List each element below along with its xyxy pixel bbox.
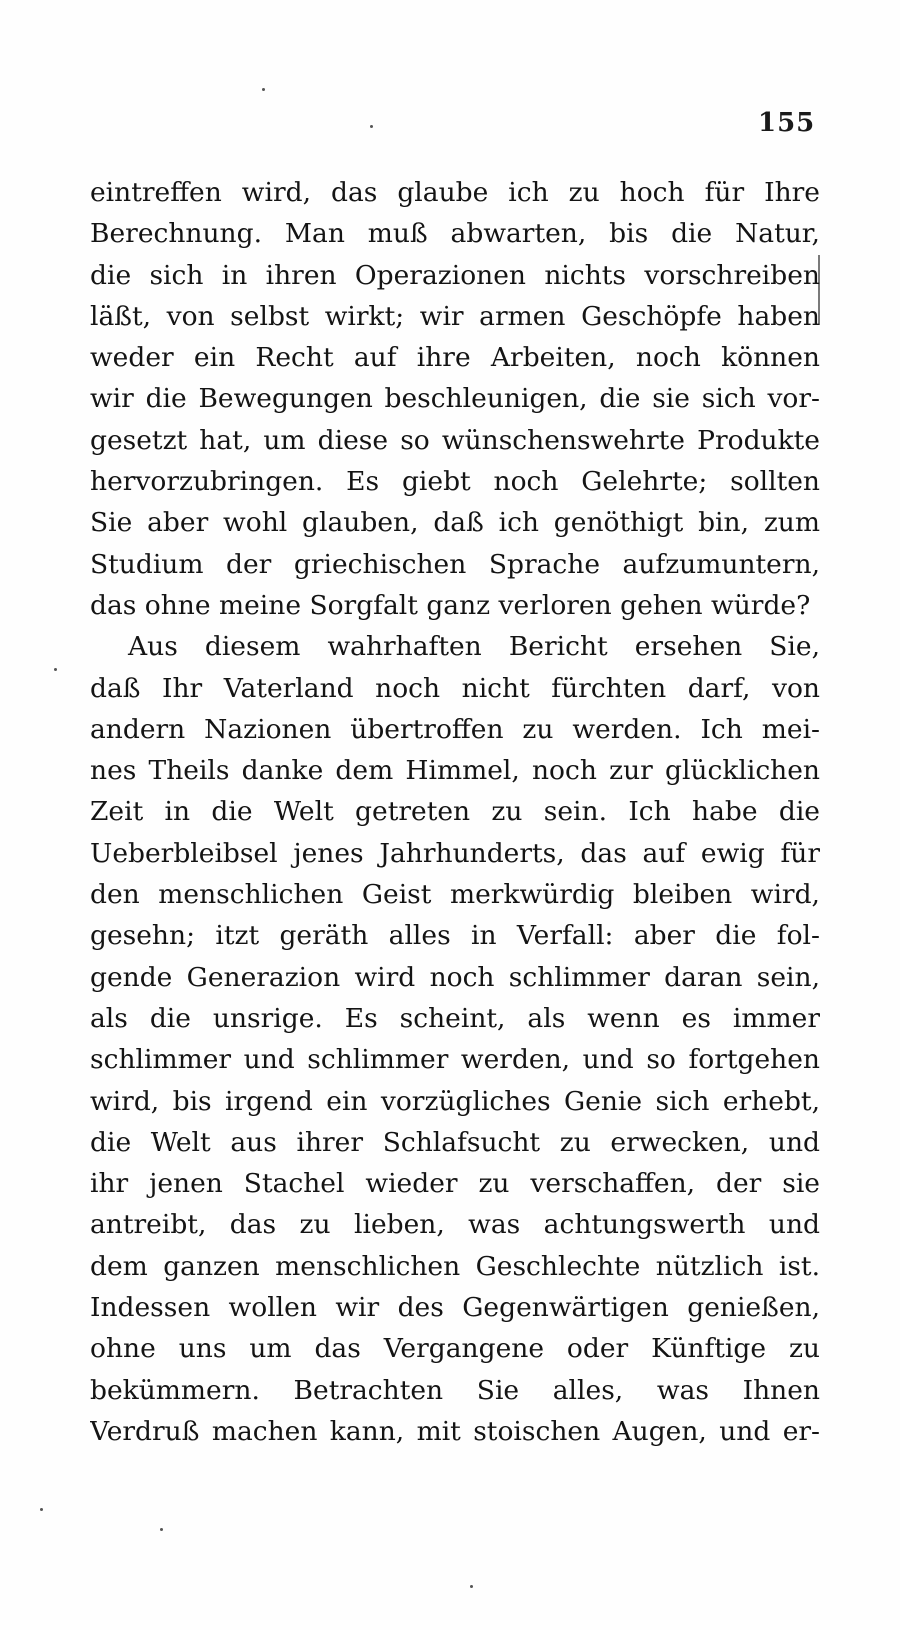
text-line: Sie aber wohl glauben, daß ich genöthigt bin, zum [90,507,820,539]
text-line: Ueberbleibsel jenes Jahrhunderts, das auf ewig für [90,837,820,869]
text-line: andern Nazionen übertroffen zu werden. Ich mei- [90,713,820,745]
text-line: die Welt aus ihrer Schlafsucht zu erwecken, und [90,1126,820,1158]
text-line: als die unsrige. Es scheint, als wenn es immer [90,1002,820,1034]
text-line: eintreffen wird, das glaube ich zu hoch für Ihre [90,177,820,208]
text-line: Berechnung. Man muß abwarten, bis die Natur, [90,218,820,250]
text-line: ohne uns um das Vergangene oder Künftige zu [90,1333,820,1365]
text-line: hervorzubringen. Es giebt noch Gelehrte; sollten [90,466,820,498]
page-number: 155 [758,108,816,138]
text-line: Verdruß machen kann, mit stoischen Augen, und er- [90,1415,820,1447]
text-line: weder ein Recht auf ihre Arbeiten, noch können [90,342,820,374]
text-line: Studium der griechischen Sprache aufzumuntern, [90,548,820,580]
text-line: schlimmer und schlimmer werden, und so fortgehen [90,1044,820,1076]
text-line: Aus diesem wahrhaften Bericht ersehen Sie, [128,631,820,663]
scan-speck [370,125,373,128]
text-line: Zeit in die Welt getreten zu sein. Ich habe die [90,796,820,828]
text-line: gende Generazion wird noch schlimmer daran sein, [90,961,820,993]
text-line: das ohne meine Sorgfalt ganz verloren gehen würde? [90,589,811,621]
text-line: wir die Bewegungen beschleunigen, die sie sich vor- [90,383,820,415]
text-line: antreibt, das zu lieben, was achtungswerth und [90,1209,820,1241]
body-text [90,172,820,1452]
scan-speck [40,1508,43,1511]
paragraph-2 [90,626,820,1452]
text-line: gesetzt hat, um diese so wünschenswehrte Produkte [90,424,820,456]
text-line: läßt, von selbst wirkt; wir armen Geschöpfe haben [90,300,820,332]
scan-speck [470,1585,473,1588]
text-line: bekümmern. Betrachten Sie alles, was Ihnen [90,1374,820,1406]
text-line: die sich in ihren Operazionen nichts vorschreiben [90,259,820,291]
scan-speck [262,88,265,91]
text-line: daß Ihr Vaterland noch nicht fürchten darf, von [90,672,820,704]
scan-speck [160,1528,163,1531]
paragraph-1 [90,172,820,626]
text-line: ihr jenen Stachel wieder zu verschaffen, der sie [90,1168,820,1200]
text-line: gesehn; itzt geräth alles in Verfall: aber die fol- [90,920,820,952]
text-line: wird, bis irgend ein vorzügliches Genie sich erhebt, [90,1085,820,1117]
text-line: Indessen wollen wir des Gegenwärtigen genießen, [90,1292,820,1324]
scan-speck [54,668,57,671]
text-line: nes Theils danke dem Himmel, noch zur glücklichen [90,755,820,787]
text-line: den menschlichen Geist merkwürdig bleiben wird, [90,879,820,911]
text-line: dem ganzen menschlichen Geschlechte nützlich ist. [90,1250,820,1282]
